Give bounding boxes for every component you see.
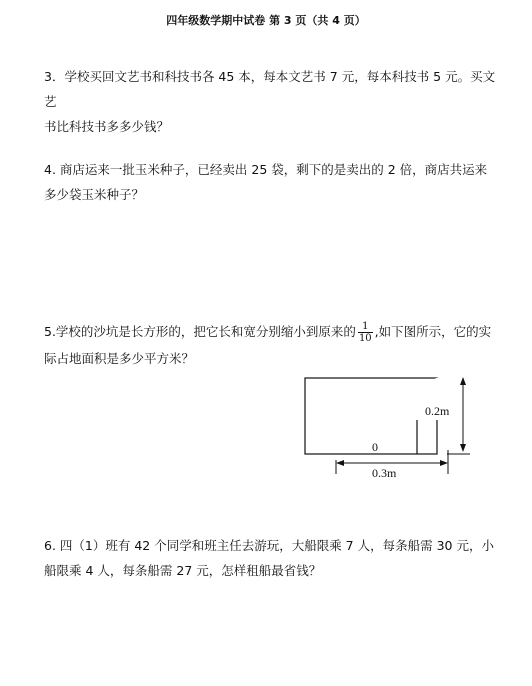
arrow-up-icon (460, 377, 466, 385)
length-label: 0.3m (372, 466, 397, 480)
arrow-left-icon (336, 460, 344, 466)
question-5-line-2: 际占地面积是多少平方米？ (44, 351, 195, 366)
fraction-denominator: 10 (358, 333, 372, 344)
stray-zero-mark: 0 (372, 440, 378, 454)
width-label: 0.2m (425, 404, 450, 418)
question-3-line-1: 3．学校买回文艺书和科技书各 45 本，每本文艺书 7 元，每本科技书 5 元。买文艺 (44, 69, 496, 109)
question-5-text-after: ,如下图所示，它的实 (374, 324, 492, 339)
question-4-line-2: 多少袋玉米种子？ (44, 187, 145, 202)
fraction-numerator: 1 (358, 321, 373, 333)
question-5-text-before: 5.学校的沙坑是长方形的，把它长和宽分别缩小到原来的 (44, 324, 356, 339)
arrow-down-icon (460, 444, 466, 452)
arrow-right-icon (440, 460, 448, 466)
question-4-line-1: 4. 商店运来一批玉米种子，已经卖出 25 袋，剩下的是卖出的 2 倍，商店共运来 (44, 162, 488, 177)
question-6-line-2: 船限乘 4 人，每条船需 27 元，怎样租船最省钱？ (44, 563, 322, 578)
question-3-line-2: 书比科技书多多少钱？ (44, 119, 170, 134)
question-6 (44, 533, 504, 583)
page-header: 四年级数学期中试卷 第 3 页（共 4 页） (166, 14, 366, 27)
question-6-line-1: 6. 四（1）班有 42 个同学和班主任去游玩，大船限乘 7 人，每条船需 30 元，小 (44, 538, 494, 553)
